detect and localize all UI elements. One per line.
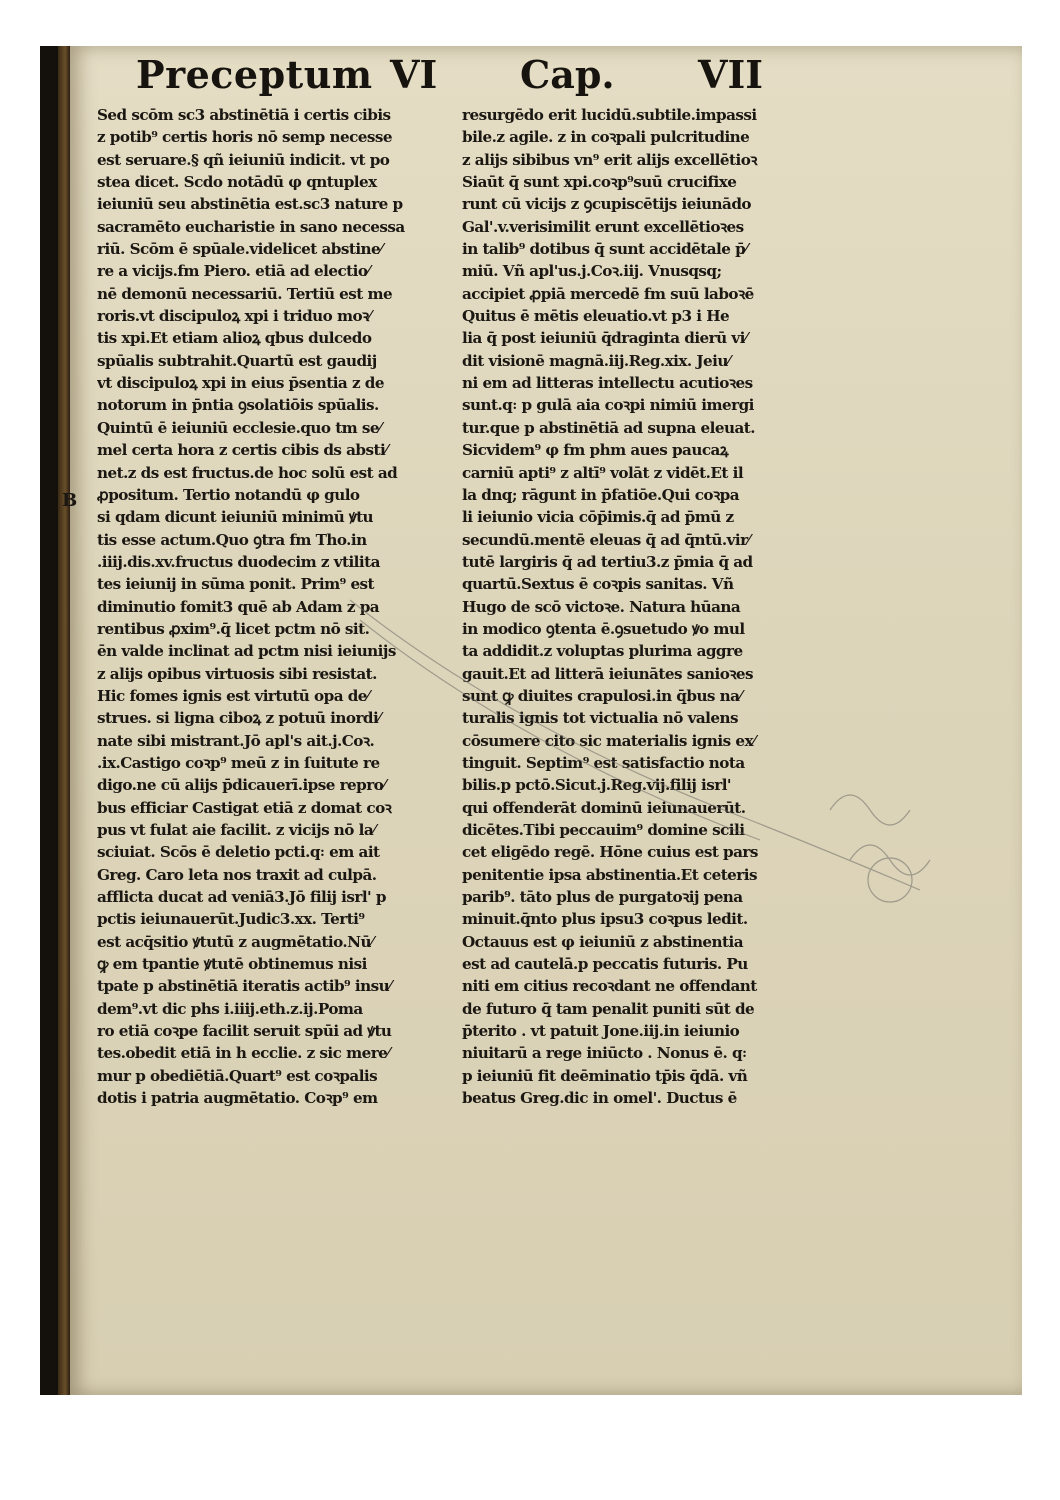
right-column-line: beatus Greg.dic in omel'. Ductus ē xyxy=(462,1089,737,1108)
right-column-line: Octauus est φ ieiuniū z abstinentia xyxy=(462,932,744,951)
right-column-line: ni em ad litteras intellectu acutioꝛes xyxy=(462,374,753,393)
left-column-line: .iiij.dis.xv.fructus duodecim z vtilita xyxy=(97,552,380,571)
right-column-line: cōsumere cito sic materialis ignis ex⁄ xyxy=(462,731,755,750)
left-column-line: tes ieiunij in sūma ponit. Prim⁹ est xyxy=(97,575,375,594)
left-column-line: ꝙ em tpantie ꝟtutē obtinemus nisi xyxy=(97,955,367,974)
left-column-line: dotis i patria augmētatio. Coꝛp⁹ em xyxy=(97,1089,378,1108)
right-column-line: z alijs sibibus vn⁹ erit alijs excellētioꝛ xyxy=(462,150,757,169)
right-column-line: accipiet ꝓpiā mercedē fm suū laboꝛē xyxy=(462,284,754,303)
right-column-line: p̄terito . vt patuit Jone.iij.in ieiunio xyxy=(462,1022,740,1041)
right-column-line: parib⁹. tāto plus de purgatoꝛij pena xyxy=(462,888,743,907)
left-column-line: Quintū ē ieiuniū ecclesie.quo tm se⁄ xyxy=(97,418,382,437)
left-column-line: diminutio fomit3 quē ab Adam z pa xyxy=(97,597,380,616)
left-column-line: mur p obediētiā.Quart⁹ est coꝛpalis xyxy=(97,1066,378,1085)
right-column-line: ta addidit.z voluptas plurima aggre xyxy=(462,642,743,661)
right-column-line: sunt ꝙ diuites crapulosi.in q̄bus na⁄ xyxy=(462,686,742,705)
right-column-line: penitentie ipsa abstinentia.Et ceteris xyxy=(462,865,757,884)
right-column-line: in modico ꝯtenta ē.ꝯsuetudo ꝟo mul xyxy=(462,619,745,638)
left-text-column xyxy=(97,104,447,1109)
left-column-line: ꝓpositum. Tertio notandū φ gulo xyxy=(97,485,360,504)
right-column-line: dit visionē magnā.iij.Reg.xix. Jeiu⁄ xyxy=(462,351,730,370)
right-column-line: tutē largiris q̄ ad tertiu3.z p̄mia q̄ ad xyxy=(462,552,753,571)
right-column-line: minuit.q̄nto plus ipsu3 coꝛpus ledit. xyxy=(462,910,748,929)
left-column-line: .ix.Castigo coꝛp⁹ meū z in ſuitute re xyxy=(97,753,380,772)
left-column-line: tes.obedit etiā in h ecclie. z sic mere⁄ xyxy=(97,1044,390,1063)
left-column-line: z alijs opibus virtuosis sibi resistat. xyxy=(97,664,377,683)
left-column-line: Greg. Caro leta nos traxit ad culpā. xyxy=(97,865,377,884)
left-column-line: nē demonū necessariū. Tertiū est me xyxy=(97,284,393,303)
right-column-line: bile.z agile. z in coꝛpali pulcritudine xyxy=(462,128,750,147)
left-column-line: rentibus ꝓxim⁹.q̄ licet pctm nō sit. xyxy=(97,619,370,638)
left-column-line: Sed scōm sc3 abstinētiā i certis cibis xyxy=(97,106,391,124)
right-column-line: resurgēdo erit lucidū.subtile.impassi xyxy=(462,106,757,124)
right-column-line: carniū apti⁹ z altī⁹ volāt z vidēt.Et il xyxy=(462,463,744,482)
left-column-line: tpate p abstinētiā iteratis actib⁹ insu⁄ xyxy=(97,977,392,996)
left-column-line: ieiuniū seu abstinētia est.sc3 nature p xyxy=(97,195,403,214)
right-column-line: secundū.mentē eleuas q̄ ad q̄ntū.vir⁄ xyxy=(462,530,750,549)
left-column-line: sciuiat. Scōs ē deletio pcti.q꞉ em ait xyxy=(97,843,380,862)
header-title: Preceptum xyxy=(136,52,373,97)
right-column-line: turalis ignis tot victualia nō valens xyxy=(462,709,738,728)
right-column-line: bilis.p pctō.Sicut.j.Reg.vij.filij isrl' xyxy=(462,776,732,795)
right-column-line: qui offenderāt dominū ieiunauerūt. xyxy=(462,798,746,817)
left-column-line: dem⁹.vt dic phs i.iiij.eth.z.ij.Poma xyxy=(97,999,363,1018)
left-column-line: ro etiā coꝛpe facilit seruit spūi ad ꝟtu xyxy=(97,1022,392,1041)
left-column-line: digo.ne cū alijs p̄dicauerī.ipse repro⁄ xyxy=(97,776,386,795)
left-column-line: si qdam dicunt ieiuniū minimū ꝟtu xyxy=(97,508,374,527)
left-column-line: tis xpi.Et etiam alioꝝ qbus dulcedo xyxy=(97,329,372,348)
left-column-line: sacramēto eucharistie in sano necessa xyxy=(97,217,405,236)
left-column-line: strues. si ligna ciboꝝ z potuū inordi⁄ xyxy=(97,709,381,728)
binding-gutter xyxy=(58,46,70,1395)
header-chapter-left: VI xyxy=(390,52,438,97)
left-column-line: ēn valde inclinat ad pctm nisi ieiunijs xyxy=(97,642,396,661)
left-column-line: est acq̄sitio ꝟtutū z augmētatio.Nū⁄ xyxy=(97,932,373,951)
left-column-line: spūalis subtrahit.Quartū est gaudij xyxy=(97,351,377,370)
right-column-line: sunt.q꞉ p gulā aia coꝛpi nimiū imergi xyxy=(462,396,754,415)
left-column-line: z potib⁹ certis horis nō semp necesse xyxy=(97,128,392,147)
right-column-line: runt cū vicijs z ꝯcupiscētijs ieiunādo xyxy=(462,195,751,214)
right-column-line: gauit.Et ad litterā ieiunātes sanioꝛes xyxy=(462,664,754,683)
right-column-line: quartū.Sextus ē coꝛpis sanitas. Vñ xyxy=(462,575,734,594)
right-column-line: niuitarū a rege iniūcto . Nonus ē. q꞉ xyxy=(462,1044,747,1063)
left-column-line: bus efficiar Castigat etiā z domat coꝛ xyxy=(97,798,392,817)
right-column-line: Sicvidem⁹ φ fm phm aues paucaꝝ xyxy=(462,441,729,460)
header-cap-label: Cap. xyxy=(520,52,615,97)
right-column-line: cet eligēdo regē. Hōne cuius est pars xyxy=(462,843,758,862)
left-column-line: pctis ieiunauerūt.Judic3.xx. Terti⁹ xyxy=(97,910,365,929)
right-column-line: dicētes.Tibi peccauim⁹ domine scili xyxy=(462,821,745,839)
right-column-line: niti em citius recoꝛdant ne offendant xyxy=(462,977,757,996)
header-chapter-right: VII xyxy=(698,52,764,97)
right-column-line: Gal'.v.verisimilit erunt excellētioꝛes xyxy=(462,217,744,236)
right-column-line: la dnq; rāgunt in p̄fatiōe.Qui coꝛpa xyxy=(462,485,739,504)
left-column-line: re a vicijs.fm Piero. etiā ad electio⁄ xyxy=(97,262,370,281)
left-column-line: pus vt fulat aie facilit. z vicijs nō la⁄ xyxy=(97,821,376,839)
right-column-line: est ad cautelā.p peccatis futuris. Pu xyxy=(462,955,748,974)
right-column-line: Siaūt q̄ sunt xpi.coꝛp⁹suū crucifixe xyxy=(462,173,737,192)
left-column-line: mel certa hora z certis cibis ds absti⁄ xyxy=(97,441,388,460)
right-column-line: p ieiuniū fit deēminatio tp̄is q̄dā. vñ xyxy=(462,1066,748,1085)
marginal-letter: B xyxy=(62,490,78,511)
right-text-column xyxy=(462,104,812,1109)
right-column-line: li ieiunio vicia cōp̄imis.q̄ ad p̄mū z xyxy=(462,508,734,527)
left-column-line: afflicta ducat ad veniā3.Jō filij isrl' p xyxy=(97,888,386,907)
running-header xyxy=(100,52,820,100)
left-column-line: roris.vt discipuloꝝ xpi i triduo moꝛ⁄ xyxy=(97,307,371,326)
left-column-line: net.z ds est fructus.de hoc solū est ad xyxy=(97,463,398,482)
right-column-line: miū. Vñ apl'us.j.Coꝛ.iij. Vnusqsq; xyxy=(462,262,722,281)
right-column-line: tur.que p abstinētiā ad supna eleuat. xyxy=(462,418,755,437)
right-column-line: Quitus ē mētis eleuatio.vt p3 i He xyxy=(462,307,730,326)
right-column-line: lia q̄ post ieiuniū q̄draginta dierū vi⁄ xyxy=(462,329,747,348)
left-column-line: riū. Scōm ē spūale.videlicet abstine⁄ xyxy=(97,240,383,259)
left-column-line: tis esse actum.Quo ꝯtra fm Tho.in xyxy=(97,530,367,549)
left-column-line: stea dicet. Scdo notādū φ qntuplex xyxy=(97,173,377,192)
right-column-line: tinguit. Septim⁹ est satisfactio nota xyxy=(462,753,745,772)
right-column-line: in talib⁹ dotibus q̄ sunt accidētale p̄⁄ xyxy=(462,240,748,259)
left-column-line: notorum in p̄ntia ꝯsolatiōis spūalis. xyxy=(97,396,379,415)
left-column-line: est seruare.§ qñ ieiuniū indicit. vt po xyxy=(97,150,390,169)
left-column-line: nate sibi mistrant.Jō apl's ait.j.Coꝛ. xyxy=(97,731,375,750)
right-column-line: Hugo de scō victoꝛe. Natura hūana xyxy=(462,597,741,616)
right-column-line: de futuro q̄ tam penalit puniti sūt de xyxy=(462,999,755,1018)
left-column-line: vt discipuloꝝ xpi in eius p̄sentia z de xyxy=(97,374,384,393)
left-column-line: Hic fomes ignis est virtutū opa de⁄ xyxy=(97,686,369,705)
